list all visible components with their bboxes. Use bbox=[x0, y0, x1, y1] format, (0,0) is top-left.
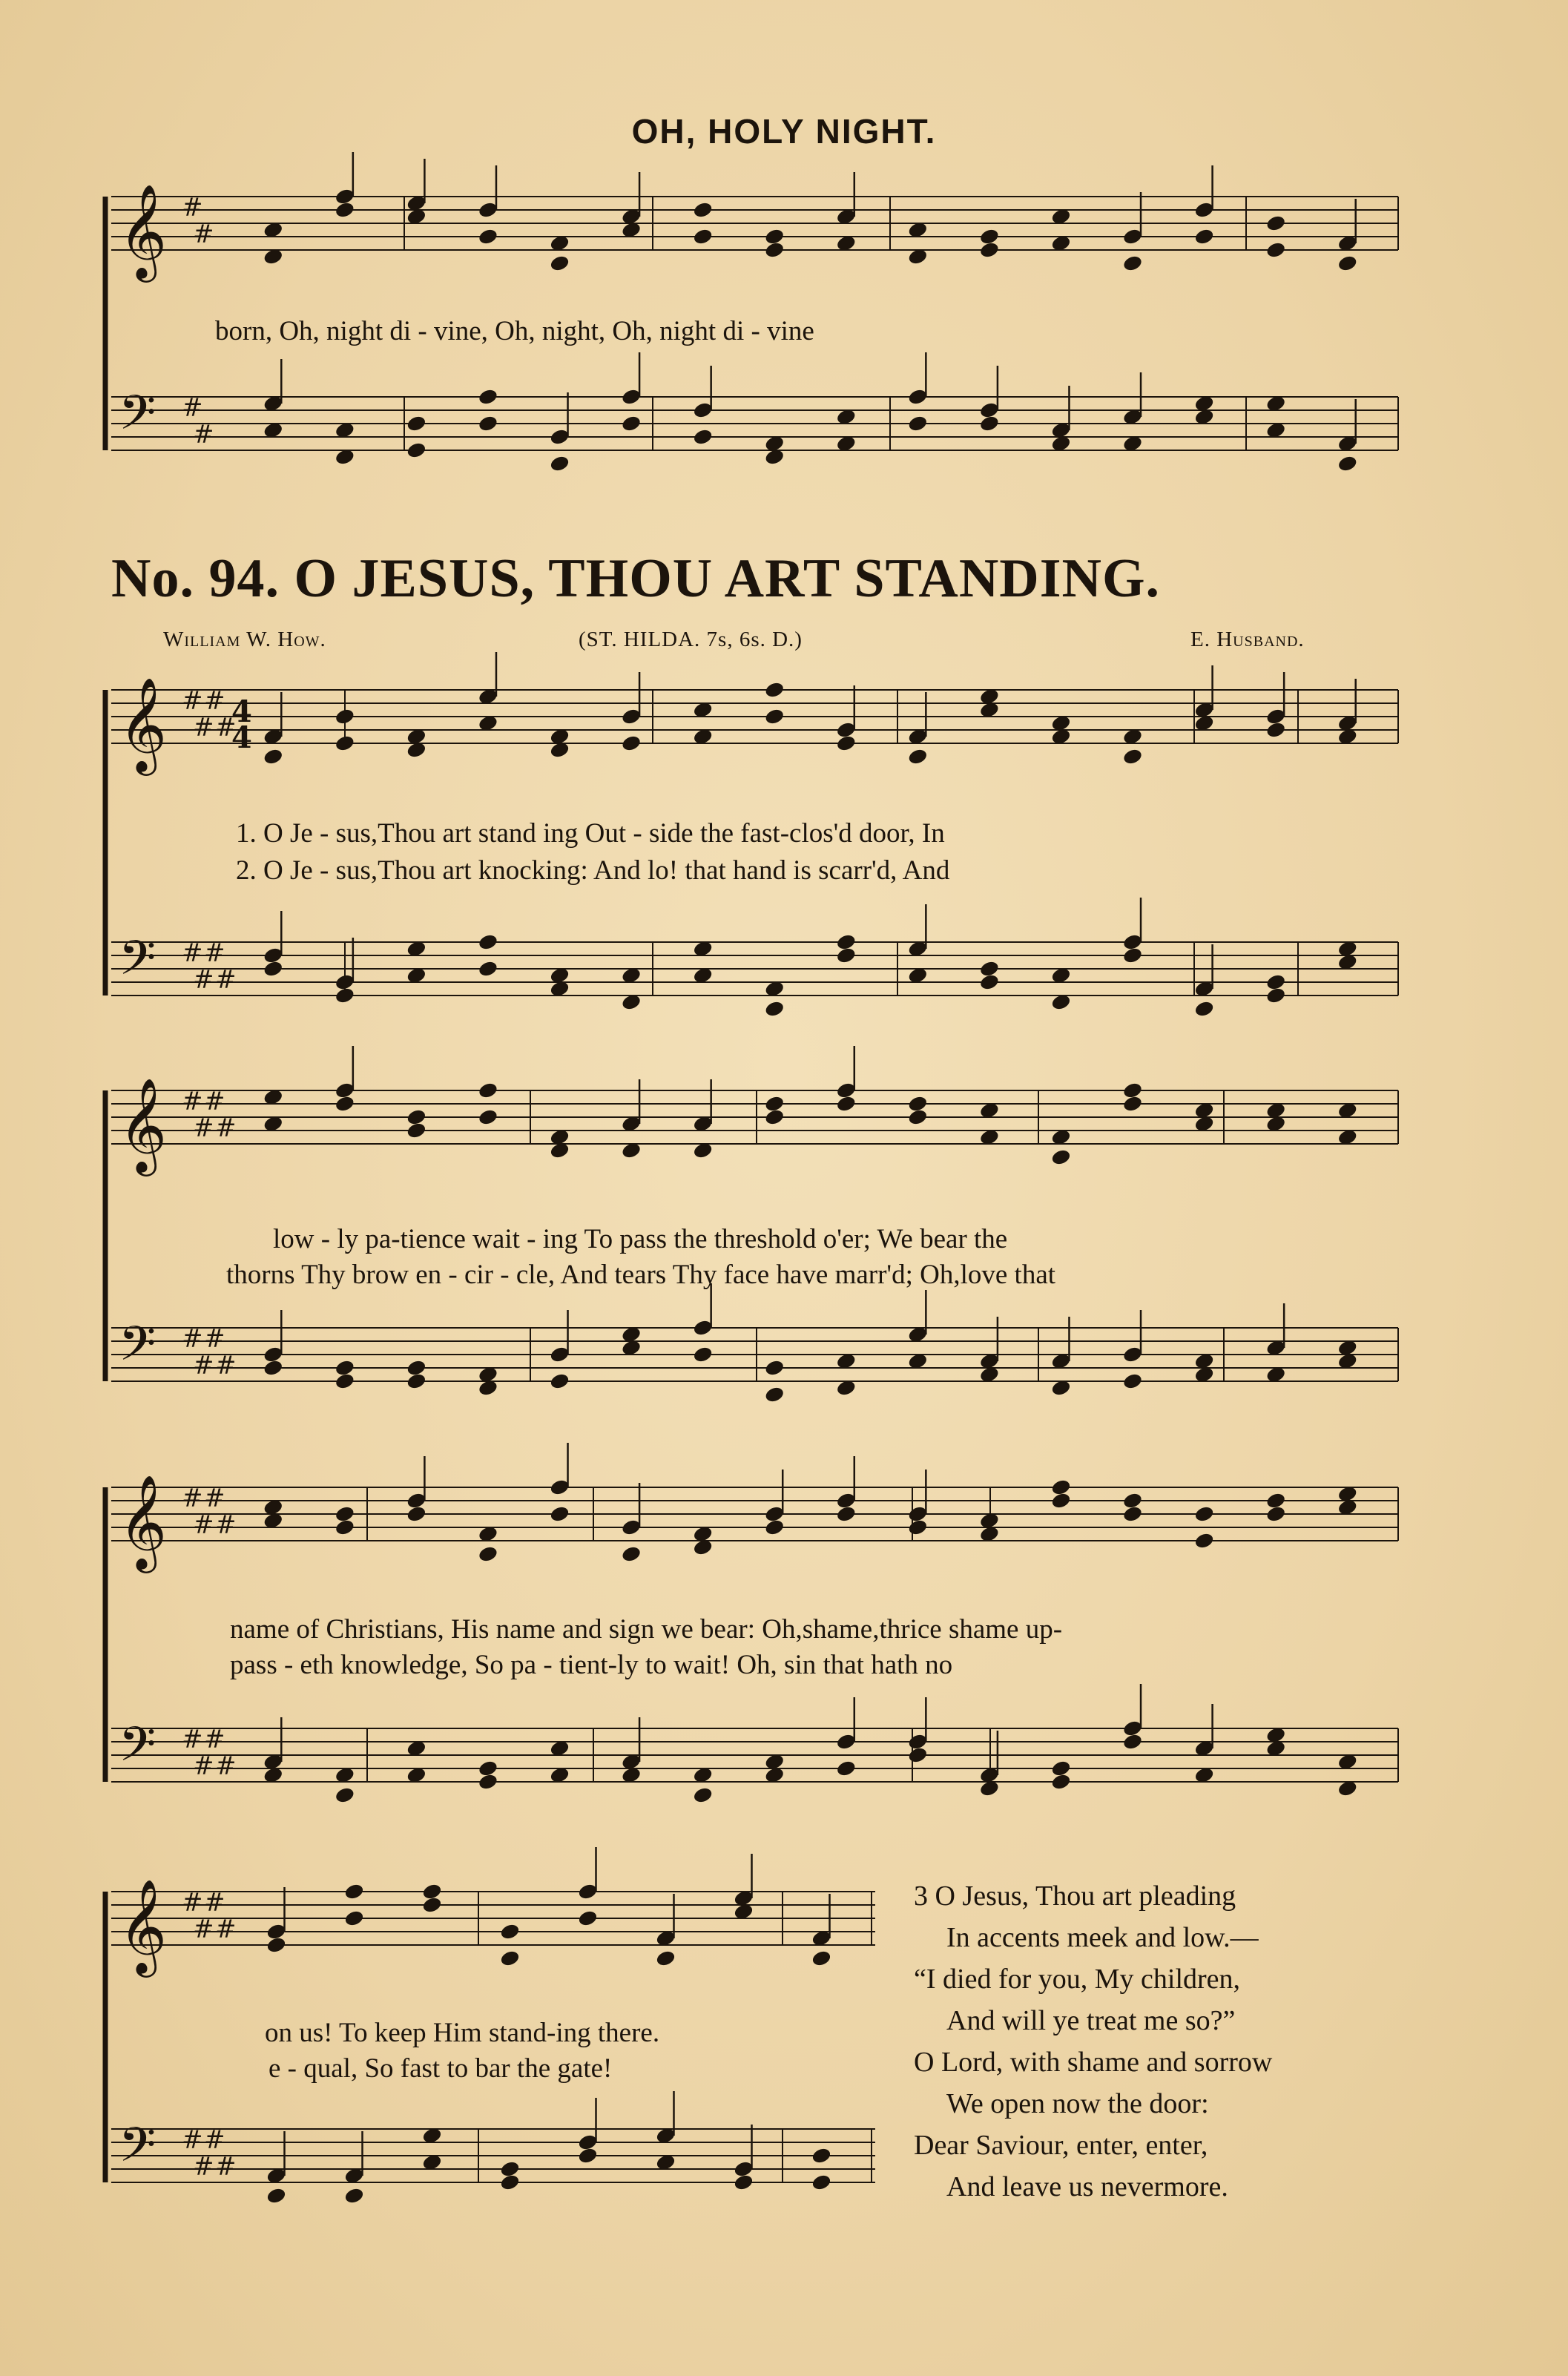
note-head bbox=[406, 1359, 427, 1378]
note-head bbox=[421, 1883, 443, 1901]
note-head bbox=[979, 241, 1001, 260]
note-head bbox=[764, 1518, 785, 1537]
sharp-icon: # bbox=[193, 1351, 214, 1380]
note-head bbox=[1050, 1478, 1072, 1497]
sharp-icon: # bbox=[204, 1888, 225, 1918]
note-head bbox=[335, 708, 356, 726]
note-head bbox=[335, 1372, 356, 1391]
note-head bbox=[335, 1518, 356, 1537]
note-head bbox=[1337, 254, 1358, 273]
verse3-line: In accents meek and low.— bbox=[946, 1922, 1259, 1953]
note-head bbox=[266, 1936, 287, 1955]
note-head bbox=[335, 1505, 356, 1524]
note-head bbox=[907, 1518, 929, 1537]
note-head bbox=[764, 228, 785, 246]
note-head bbox=[835, 734, 857, 753]
note-head bbox=[907, 1095, 929, 1113]
note-head bbox=[478, 228, 499, 246]
sharp-icon: # bbox=[182, 1725, 203, 1754]
note-head bbox=[907, 748, 929, 766]
note-head bbox=[764, 1095, 785, 1113]
bass-clef-icon: 𝄢 bbox=[119, 386, 157, 453]
time-signature: 4 bbox=[231, 694, 252, 729]
verse-3-text bbox=[914, 1875, 1272, 2208]
note-head bbox=[692, 228, 714, 246]
note-head bbox=[1122, 748, 1144, 766]
note-head bbox=[835, 1095, 857, 1113]
note-head bbox=[764, 1386, 785, 1404]
note-head bbox=[655, 1949, 676, 1968]
sharp-icon: # bbox=[182, 2125, 203, 2155]
note-head bbox=[979, 973, 1001, 992]
note-head bbox=[621, 415, 642, 433]
note-head bbox=[478, 1760, 499, 1778]
verse3-line: And leave us nevermore. bbox=[946, 2171, 1228, 2202]
sharp-icon: # bbox=[215, 713, 237, 743]
system2-lyric-verse1: low - ly pa-tience wait - ing To pass the threshold o'er; We bear the bbox=[273, 1224, 1008, 1254]
note-head bbox=[478, 1773, 499, 1791]
note-head bbox=[764, 241, 785, 260]
sharp-icon: # bbox=[193, 420, 214, 450]
sharp-icon: # bbox=[193, 2152, 214, 2182]
sharp-icon: # bbox=[182, 1324, 203, 1354]
sharp-icon: # bbox=[193, 1751, 214, 1781]
note-head bbox=[979, 415, 1001, 433]
sharp-icon: # bbox=[193, 1510, 214, 1540]
note-head bbox=[499, 2173, 521, 2192]
sharp-icon: # bbox=[182, 1087, 203, 1116]
sharp-icon: # bbox=[193, 1915, 214, 1944]
note-head bbox=[335, 734, 356, 753]
note-head bbox=[764, 1359, 785, 1378]
note-head bbox=[263, 1359, 284, 1378]
note-head bbox=[811, 1949, 832, 1968]
note-head bbox=[835, 1760, 857, 1778]
note-head bbox=[406, 1108, 427, 1127]
treble-clef-icon: 𝄞 bbox=[119, 677, 168, 771]
sharp-icon: # bbox=[204, 1725, 225, 1754]
sharp-icon: # bbox=[193, 220, 214, 249]
hymn-tune: (ST. HILDA. 7s, 6s. D.) bbox=[579, 628, 803, 651]
note-head bbox=[1265, 241, 1287, 260]
note-head bbox=[335, 1095, 356, 1113]
sharp-icon: # bbox=[193, 713, 214, 743]
note-head bbox=[1265, 987, 1287, 1005]
sharp-icon: # bbox=[182, 686, 203, 716]
treble-clef-icon: 𝄞 bbox=[119, 1474, 168, 1569]
note-head bbox=[478, 933, 499, 952]
note-head bbox=[835, 1505, 857, 1524]
note-head bbox=[478, 388, 499, 407]
note-head bbox=[406, 415, 427, 433]
sharp-icon: # bbox=[204, 938, 225, 968]
previous-hymn-lyric: born, Oh, night di - vine, Oh, night, Oh, night di - vine bbox=[215, 316, 814, 346]
hymn-author: William W. How. bbox=[163, 628, 326, 651]
sharp-icon: # bbox=[215, 1351, 237, 1380]
note-head bbox=[335, 1359, 356, 1378]
sharp-icon: # bbox=[204, 1087, 225, 1116]
note-head bbox=[764, 681, 785, 700]
sharp-icon: # bbox=[215, 965, 237, 995]
note-head bbox=[478, 1082, 499, 1100]
note-head bbox=[263, 748, 284, 766]
bass-clef-icon: 𝄢 bbox=[119, 1317, 157, 1383]
note-head bbox=[692, 428, 714, 447]
sharp-icon: # bbox=[182, 1484, 203, 1513]
note-head bbox=[621, 734, 642, 753]
note-head bbox=[1265, 1505, 1287, 1524]
verse3-line: 3 O Jesus, Thou art pleading bbox=[914, 1880, 1236, 1912]
note-head bbox=[478, 415, 499, 433]
sharp-icon: # bbox=[182, 193, 203, 223]
sharp-icon: # bbox=[215, 1113, 237, 1143]
note-head bbox=[335, 201, 356, 220]
note-head bbox=[1122, 1095, 1144, 1113]
note-head bbox=[549, 1372, 570, 1391]
sharp-icon: # bbox=[182, 938, 203, 968]
note-head bbox=[1122, 254, 1144, 273]
note-head bbox=[1122, 1372, 1144, 1391]
verse3-line: “I died for you, My children, bbox=[914, 1964, 1241, 1995]
note-head bbox=[1122, 1082, 1144, 1100]
note-head bbox=[421, 1896, 443, 1915]
sharp-icon: # bbox=[215, 1510, 237, 1540]
note-head bbox=[1193, 1505, 1215, 1524]
bass-clef-icon: 𝄢 bbox=[119, 2118, 157, 2185]
note-head bbox=[499, 2160, 521, 2179]
sharp-icon: # bbox=[215, 1915, 237, 1944]
note-head bbox=[692, 201, 714, 220]
note-head bbox=[692, 1786, 714, 1805]
note-head bbox=[1265, 721, 1287, 740]
system4-lyric-verse2: e - qual, So fast to bar the gate! bbox=[269, 2053, 613, 2084]
treble-clef-icon: 𝄞 bbox=[119, 1077, 168, 1172]
note-head bbox=[907, 415, 929, 433]
sharp-icon: # bbox=[204, 2125, 225, 2155]
note-head bbox=[1193, 1000, 1215, 1018]
sharp-icon: # bbox=[204, 1484, 225, 1513]
sharp-icon: # bbox=[215, 2152, 237, 2182]
note-head bbox=[266, 2187, 287, 2205]
note-head bbox=[1050, 1760, 1072, 1778]
note-head bbox=[979, 228, 1001, 246]
note-head bbox=[335, 1786, 356, 1805]
system1-lyric-verse2: 2. O Je - sus,Thou art knocking: And lo! that hand is scarr'd, And bbox=[236, 855, 950, 886]
note-head bbox=[406, 441, 427, 460]
note-head bbox=[343, 1909, 365, 1928]
note-head bbox=[1050, 1492, 1072, 1510]
system2-lyric-verse2: thorns Thy brow en - cir - cle, And tears Thy face have marr'd; Oh,love that bbox=[226, 1260, 1056, 1290]
bass-clef-icon: 𝄢 bbox=[119, 1717, 157, 1784]
note-head bbox=[733, 2173, 754, 2192]
note-head bbox=[577, 2147, 599, 2165]
note-head bbox=[478, 1108, 499, 1127]
note-head bbox=[406, 1505, 427, 1524]
note-head bbox=[835, 933, 857, 952]
note-head bbox=[1050, 1148, 1072, 1167]
bass-clef-icon: 𝄢 bbox=[119, 931, 157, 998]
note-head bbox=[499, 1923, 521, 1941]
note-head bbox=[1122, 1505, 1144, 1524]
note-head bbox=[499, 1949, 521, 1968]
note-head bbox=[764, 708, 785, 726]
note-head bbox=[1265, 973, 1287, 992]
note-head bbox=[577, 1909, 599, 1928]
note-head bbox=[263, 960, 284, 978]
note-head bbox=[835, 947, 857, 965]
sharp-icon: # bbox=[204, 1324, 225, 1354]
note-head bbox=[1193, 1532, 1215, 1550]
note-head bbox=[343, 2187, 365, 2205]
note-head bbox=[811, 2173, 832, 2192]
time-signature: 4 bbox=[231, 720, 252, 755]
sharp-icon: # bbox=[182, 1888, 203, 1918]
note-head bbox=[621, 1545, 642, 1564]
note-head bbox=[406, 1372, 427, 1391]
note-head bbox=[549, 1505, 570, 1524]
note-head bbox=[335, 987, 356, 1005]
note-head bbox=[549, 254, 570, 273]
verse3-line: O Lord, with shame and sorrow bbox=[914, 2047, 1273, 2078]
note-head bbox=[1265, 1492, 1287, 1510]
note-head bbox=[1122, 947, 1144, 965]
note-head bbox=[979, 960, 1001, 978]
note-head bbox=[907, 1108, 929, 1127]
note-head bbox=[764, 1000, 785, 1018]
sharp-icon: # bbox=[182, 393, 203, 423]
previous-hymn-title: OH, HOLY NIGHT. bbox=[631, 112, 937, 151]
treble-clef-icon: 𝄞 bbox=[119, 1878, 168, 1973]
note-head bbox=[1122, 1733, 1144, 1751]
sharp-icon: # bbox=[193, 965, 214, 995]
note-head bbox=[907, 1746, 929, 1765]
note-head bbox=[1265, 214, 1287, 233]
note-head bbox=[343, 1883, 365, 1901]
note-head bbox=[692, 1346, 714, 1364]
note-head bbox=[1193, 228, 1215, 246]
treble-clef-icon: 𝄞 bbox=[119, 183, 168, 278]
note-head bbox=[1337, 455, 1358, 473]
note-head bbox=[1050, 1773, 1072, 1791]
sharp-icon: # bbox=[204, 686, 225, 716]
system3-lyric-verse2: pass - eth knowledge, So pa - tient-ly to wait! Oh, sin that hath no bbox=[230, 1650, 953, 1680]
note-head bbox=[549, 455, 570, 473]
verse3-line: And will ye treat me so?” bbox=[946, 2005, 1236, 2036]
sharp-icon: # bbox=[215, 1751, 237, 1781]
verse3-line: Dear Saviour, enter, enter, bbox=[914, 2130, 1208, 2161]
note-head bbox=[811, 2147, 832, 2165]
note-head bbox=[406, 1122, 427, 1140]
system1-lyric-verse1: 1. O Je - sus,Thou art stand ing Out - side the fast-clos'd door, In bbox=[236, 818, 945, 849]
system3-lyric-verse1: name of Christians, His name and sign we bear: Oh,shame,thrice shame up- bbox=[230, 1614, 1063, 1645]
verse3-line: We open now the door: bbox=[946, 2088, 1209, 2119]
hymn-composer: E. Husband. bbox=[1190, 628, 1305, 651]
note-head bbox=[478, 960, 499, 978]
system4-lyric-verse1: on us! To keep Him stand-ing there. bbox=[265, 2018, 660, 2048]
note-head bbox=[478, 1545, 499, 1564]
note-head bbox=[1122, 1492, 1144, 1510]
sharp-icon: # bbox=[193, 1113, 214, 1143]
note-head bbox=[764, 1108, 785, 1127]
hymn-title: No. 94. O JESUS, THOU ART STANDING. bbox=[111, 548, 1161, 609]
